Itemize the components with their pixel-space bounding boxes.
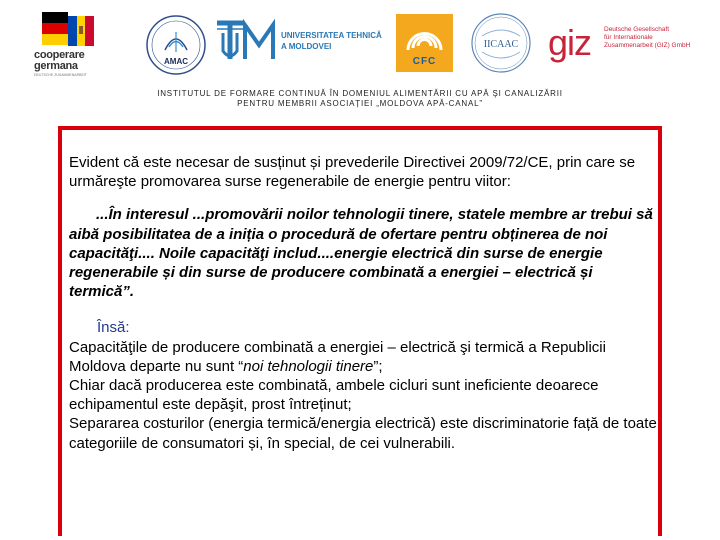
directive-quote: ...În interesul ...promovării noilor tehnologii tinere, statele membre ar trebui să aibă posibilitatea de a iniția o procedură de ofertare pentru obținerea de noi capacităţi.... Noile capacităţi includ....energie electrică din surse de energie regenerabile și din surse de producere combinată a energiei – electrică și termică”. <box>69 206 653 301</box>
amac-text: AMAC <box>164 57 188 66</box>
slide-body <box>69 153 659 453</box>
cfc-text: CFC <box>412 56 437 67</box>
point-3: Separarea costurilor (energia termică/energia electrică) este discriminatorie față de toate categoriile de consumatori și, în special, de cei vulnerabili. <box>69 415 657 452</box>
german-flag-icon <box>42 12 68 45</box>
iicaac-logo <box>470 12 532 74</box>
cooperare-subtext: DEUTSCHE ZUSAMMENARBEIT <box>34 73 87 77</box>
point-2: Chiar dacă producerea este combinată, ambele cicluri sunt ineficiente deoarece echipamentul este depăşit, prost întreținut; <box>69 377 599 414</box>
amac-logo <box>145 14 207 76</box>
giz-logo <box>548 22 691 64</box>
cfc-waves-icon <box>396 16 453 56</box>
utm-mark-icon <box>215 15 279 67</box>
utm-line2: A MOLDOVEI <box>281 42 332 51</box>
cooperare-germana-logo <box>34 12 116 78</box>
moldova-flag-icon <box>68 16 94 46</box>
point-1: Capacităţile de producere combinată a energiei – electrică şi termică a Republicii Moldova departe nu sunt “noi tehnologii tinere”; <box>69 338 606 375</box>
cooperare-text: cooperare germana <box>34 49 85 72</box>
header-line-1: INSTITUTUL DE FORMARE CONTINUĂ ÎN DOMENIUL ALIMENTĂRII CU APĂ ŞI CANALIZĂRII <box>157 89 563 98</box>
iicaac-text: IICAAC <box>483 39 519 50</box>
giz-text: Deutsche Gesellschaft für Internationale Zusammenarbeit (GIZ) GmbH <box>604 26 691 49</box>
insa-label: Însă: <box>97 319 130 337</box>
giz-mark: giz <box>548 22 592 63</box>
utm-line1: UNIVERSITATEA TEHNICĂ <box>281 31 382 40</box>
cfc-logo <box>396 14 453 72</box>
intro-paragraph: Evident că este necesar de susținut și prevederile Directivei 2009/72/CE, prin care se urmăreşte promovarea surse regenerabile de energie pentru viitor: <box>69 154 636 191</box>
logo-bar <box>0 0 720 85</box>
utm-logo <box>215 15 382 67</box>
header-line-2: PENTRU MEMBRII ASOCIAȚIEI „MOLDOVA APĂ-CANAL” <box>237 99 483 108</box>
